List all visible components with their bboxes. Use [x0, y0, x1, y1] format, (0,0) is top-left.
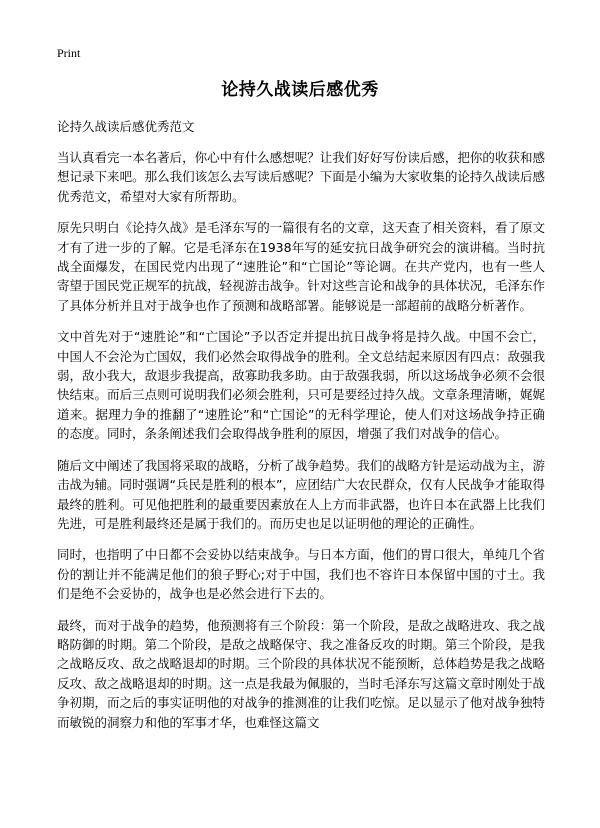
paragraph-intro: 当认真看完一本名著后，你心中有什么感想呢？让我们好好写份读后感，把你的收获和感想记录下来吧。那么我们该怎么去写读后感呢？下面是小编为大家收集的论持久战读后感优秀范文，希望对大家有所帮助。	[57, 150, 545, 204]
paragraph-no-compromise: 同时，也指明了中日都不会妥协以结束战争。与日本方面，他们的胃口很大，单纯几个省份的割让并不能满足他们的狼子野心;对于中国，我们也不容许日本保留中国的寸土。我们是绝不会妥协的，战争也是必然会进行下去的。	[57, 547, 545, 602]
document-subtitle: 论持久战读后感优秀范文	[57, 119, 195, 134]
document-title: 论持久战读后感优秀	[221, 80, 379, 100]
paragraph-argument: 文中首先对于“速胜论”和“亡国论”予以否定并提出抗日战争将是持久战。中国不会亡，中国人不会沦为亡国奴，我们必然会取得战争的胜利。全文总结起来原因有四点：敌强我弱，敌小我大，敌退步我提高，敌寡助我多助。由于敌强我弱，所以这场战争必须不会很快结束。而后三点则可说明我们必须会胜利，只可是要经过持久战。文章条理清晰，娓娓道来。据理力争的推翻了“速胜论”和“亡国论”的无科学理论，使人们对这场战争持正确的态度。同时，条条阐述我们会取得战争胜利的原因，增强了我们对战争的信心。	[57, 329, 545, 442]
paragraph-background: 原先只明白《论持久战》是毛泽东写的一篇很有名的文章，这天查了相关资料，看了原文才有了进一步的了解。它是毛泽东在1938年写的延安抗日战争研究会的演讲稿。当时抗战全面爆发，在国民党内出现了“速胜论”和“亡国论”等论调。在共产党内，也有一些人寄望于国民党正规军的抗战，轻视游击战争。针对这些言论和战争的具体状况，毛泽东作了具体分析并且对于战争也作了预测和战略部署。能够说是一部超前的战略分析著作。	[57, 220, 545, 313]
paragraph-strategy: 随后文中阐述了我国将采取的战略，分析了战争趋势。我们的战略方针是运动战为主，游击战为辅。同时强调“兵民是胜利的根本”，应团结广大农民群众，仅有人民战争才能取得最终的胜利。可见他把胜利的最重要因素放在人上方而非武器，也许日本在武器上比我们先进，可是胜利最终还是属于我们的。而历史也足以证明他的理论的正确性。	[57, 457, 545, 531]
document-body	[57, 148, 545, 744]
print-label: Print	[57, 46, 81, 60]
paragraph-three-stages: 最终，而对于战争的趋势，他预测将有三个阶段：第一个阶段，是敌之战略进攻、我之战略防御的时期。第二个阶段，是敌之战略保守、我之准备反攻的时期。第三个阶段，是我之战略反攻、敌之战略退却的时期。三个阶段的具体状况不能预断，总体趋势是我之战略反攻、敌之战略退却的时期。这一点是我最为佩服的，当时毛泽东写这篇文章时刚处于战争初期，而之后的事实证明他的对战争的推测准的让我们吃惊。足以显示了他对战争独特而敏锐的洞察力和他的军事才华，也难怪这篇文	[57, 617, 545, 730]
